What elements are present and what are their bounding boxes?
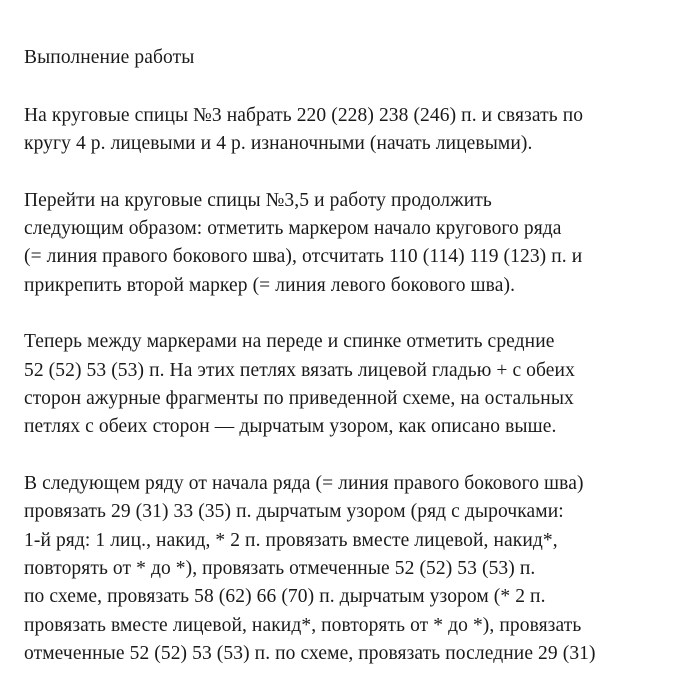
text-line: В следующем ряду от начала ряда (= линия правого бокового шва)	[24, 473, 584, 494]
text-line: провязать вместе лицевой, накид*, повторять от * до *), провязать	[24, 615, 582, 636]
text-line: (= линия правого бокового шва), отсчитать 110 (114) 119 (123) п. и	[24, 246, 583, 267]
text-line: следующим образом: отметить маркером начало кругового ряда	[24, 218, 562, 239]
text-line: На круговые спицы №3 набрать 220 (228) 238 (246) п. и связать по	[24, 105, 584, 126]
text-line: повторять от * до *), провязать отмеченные 52 (52) 53 (53) п.	[24, 558, 536, 579]
section-heading: Выполнение работы	[24, 47, 195, 68]
text-line: Теперь между маркерами на переде и спинке отметить средние	[24, 331, 555, 352]
text-line: провязать 29 (31) 33 (35) п. дырчатым узором (ряд с дырочками:	[24, 501, 564, 522]
text-line: 1-й ряд: 1 лиц., накид, * 2 п. провязать вместе лицевой, накид*,	[24, 530, 558, 551]
text-line: прикрепить второй маркер (= линия левого бокового шва).	[24, 275, 516, 296]
text-line: по схеме, провязать 58 (62) 66 (70) п. дырчатым узором (* 2 п.	[24, 586, 546, 607]
text-line: Перейти на круговые спицы №3,5 и работу продолжить	[24, 190, 492, 211]
text-line: отмеченные 52 (52) 53 (53) п. по схеме, провязать последние 29 (31)	[24, 643, 596, 664]
text-line: 52 (52) 53 (53) п. На этих петлях вязать лицевой гладью + с обеих	[24, 360, 575, 381]
text-line: петлях с обеих сторон — дырчатым узором, как описано выше.	[24, 416, 557, 437]
text-line: сторон ажурные фрагменты по приведенной схеме, на остальных	[24, 388, 574, 409]
text-line: кругу 4 р. лицевыми и 4 р. изнаночными (начать лицевыми).	[24, 133, 533, 154]
